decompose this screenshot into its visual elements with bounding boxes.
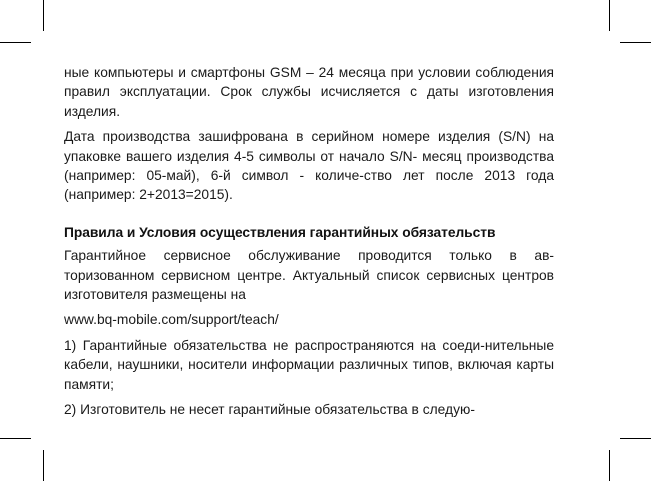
crop-mark-top-left xyxy=(43,0,44,31)
paragraph-production-date: Дата производства зашифрована в серийном номере изделия (S/N) на упаковке вашего изделия 4-5 символы от начало S/N- месяц производства (например: 05-май), 6-й символ - количе-ство лет после 2013 года (например: 2+2013=2015). xyxy=(64,129,554,203)
paragraph-rule-2: 2) Изготовитель не несет гарантийные обязательства в следую- xyxy=(64,402,475,418)
crop-mark-right-bottom xyxy=(620,438,651,439)
service-url-link[interactable]: www.bq-mobile.com/support/teach/ xyxy=(64,312,279,328)
crop-mark-bottom-right xyxy=(609,450,610,481)
service-url[interactable] xyxy=(64,310,554,329)
crop-mark-left-bottom xyxy=(0,438,31,439)
crop-mark-left-top xyxy=(0,42,31,43)
paragraph-service-centers: Гарантийное сервисное обслуживание проводится только в ав-торизованном сервисном центре. Актуальный список сервисных центров изготовителя размещены на xyxy=(64,248,554,303)
crop-mark-right-top xyxy=(620,42,651,43)
section-heading: Правила и Условия осуществления гарантийных обязательств xyxy=(64,224,496,240)
crop-mark-bottom-left xyxy=(43,450,44,481)
paragraph-warranty-period: ные компьютеры и смартфоны GSM – 24 месяца при условии соблюдения правил эксплуатации. Срок службы исчисляется с даты изготовления изделия. xyxy=(64,65,554,119)
body-text xyxy=(64,63,554,426)
crop-mark-top-right xyxy=(609,0,610,31)
paragraph-rule-1: 1) Гарантийные обязательства не распространяются на соеди-нительные кабели, наушники, носители информации различных типов, включая карты памяти; xyxy=(64,337,554,392)
